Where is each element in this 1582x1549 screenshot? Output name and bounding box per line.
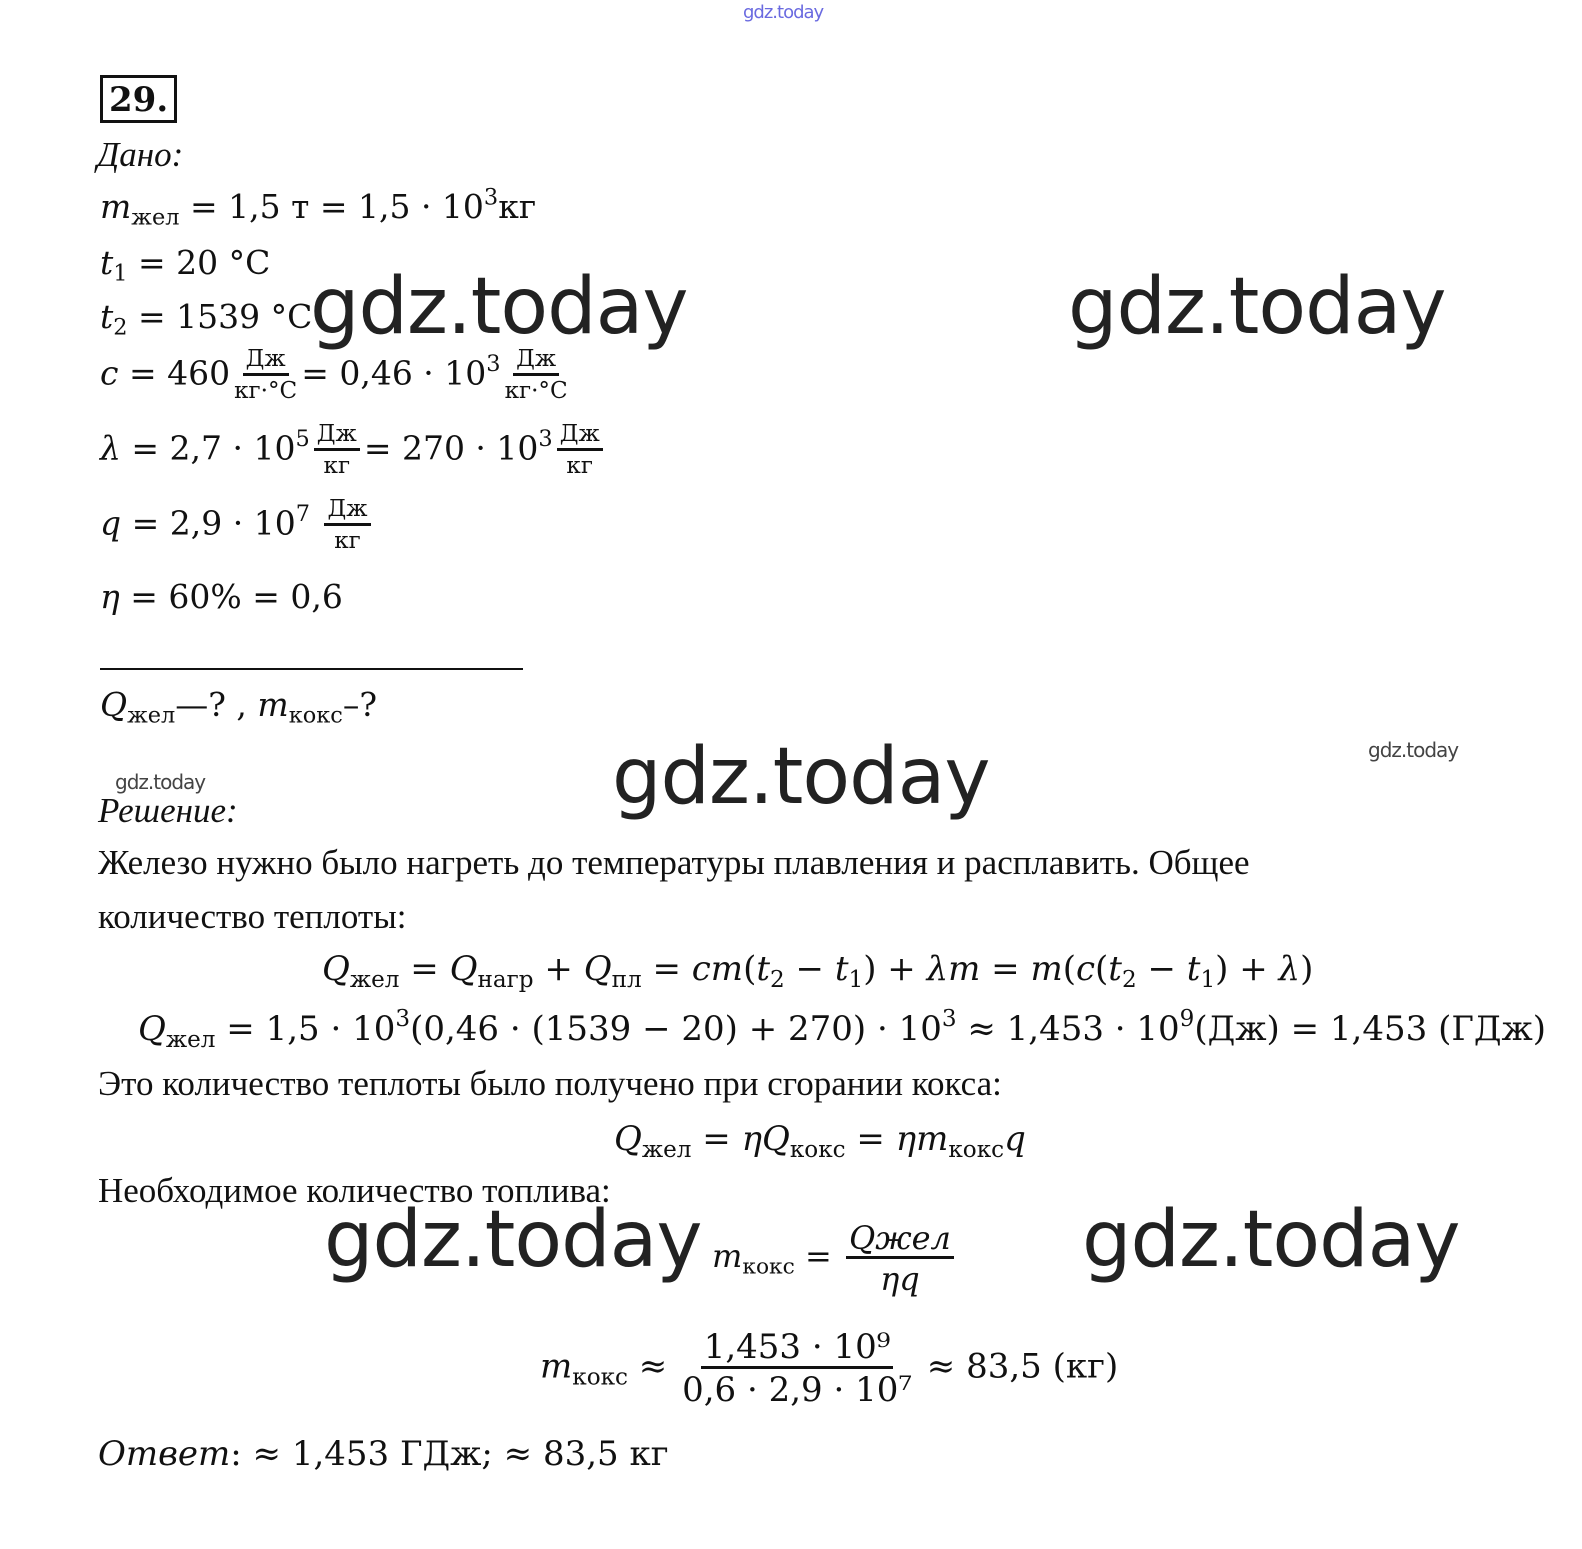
numerator: Дж (557, 423, 603, 451)
denominator: кг (566, 453, 593, 480)
math-text: = 1539 °C (127, 297, 313, 336)
math-variable: m (712, 1237, 743, 1275)
watermark: gdz.today (1368, 738, 1459, 762)
fraction (324, 498, 370, 553)
math-text: = 20 °C (127, 243, 271, 282)
given-mass (100, 184, 537, 231)
fraction (557, 423, 603, 478)
watermark: gdz.today (743, 2, 824, 23)
math-variable: c (100, 353, 119, 393)
math-variable: Q (583, 949, 612, 989)
math-text: (Дж) = 1,453 (ГДж) (1194, 1009, 1547, 1049)
math-variable: ηm (895, 1119, 949, 1159)
math-text: = (980, 949, 1031, 989)
answer (98, 1434, 669, 1474)
math-text: : ≈ 1,453 ГДж; ≈ 83,5 кг (230, 1434, 669, 1474)
math-text: = 1,5 · 10 (215, 1009, 396, 1049)
subscript: кокс (572, 1364, 628, 1391)
denominator: 0,6 · 2,9 · 10⁷ (682, 1370, 912, 1410)
math-text: = 60% = 0,6 (119, 577, 343, 616)
numerator: Qжел (846, 1222, 954, 1259)
superscript: 3 (395, 1006, 411, 1033)
math-variable: Q (322, 949, 350, 989)
math-text: ≈ (628, 1346, 679, 1387)
subscript: кокс (742, 1254, 795, 1280)
solution-heading: Решение: (98, 791, 238, 830)
superscript: 3 (486, 351, 501, 378)
watermark: gdz.today (324, 1195, 702, 1285)
math-variable: λ (100, 428, 121, 468)
divider (100, 668, 523, 670)
subscript: кокс (948, 1136, 1005, 1163)
given-t1 (100, 243, 271, 287)
subscript: 2 (770, 966, 785, 993)
watermark: gdz.today (1082, 1195, 1460, 1285)
math-variable: m (1030, 949, 1063, 989)
subscript: 1 (1200, 966, 1216, 993)
math-text: = (641, 949, 692, 989)
subscript: пл (611, 966, 642, 993)
math-text: –? (342, 685, 378, 724)
math-variable: t (100, 243, 114, 282)
math-variable: Q (614, 1119, 642, 1159)
denominator: кг·°С (504, 378, 568, 405)
math-variable: t (100, 297, 114, 336)
superscript: 5 (295, 426, 310, 453)
subscript: жел (127, 702, 176, 729)
math-text: ( (1095, 949, 1109, 989)
subscript: 2 (113, 314, 128, 341)
fraction (682, 1327, 912, 1410)
superscript: 3 (483, 184, 499, 211)
math-text: = 2,7 · 10 (120, 428, 296, 468)
solution-text: Железо нужно было нагреть до температуры плавления и расплавить. Общее (98, 843, 1250, 882)
subscript: жел (165, 1026, 216, 1053)
math-text: = (691, 1119, 742, 1159)
math-text: + (533, 949, 584, 989)
subscript: 1 (848, 966, 864, 993)
given-lambda (100, 423, 607, 478)
subscript: жел (131, 204, 180, 231)
numerator: Дж (324, 498, 370, 526)
math-text: кг (498, 187, 537, 226)
subscript: жел (349, 966, 400, 993)
math-text: ≈ 1,453 · 10 (956, 1009, 1180, 1049)
math-variable: Q (449, 949, 478, 989)
numerator: Дж (243, 348, 289, 376)
math-variable: t (834, 949, 849, 989)
math-variable: Ответ (98, 1434, 231, 1474)
math-text: = 460 (118, 353, 231, 393)
math-variable: λ (1278, 949, 1301, 989)
math-variable: ηQ (741, 1119, 790, 1159)
superscript: 9 (1179, 1006, 1195, 1033)
math-variable: c (1075, 949, 1096, 989)
subscript: нагр (477, 966, 534, 993)
math-text: = (794, 1237, 842, 1275)
math-text (310, 504, 321, 543)
superscript: 7 (295, 501, 310, 528)
subscript: жел (641, 1136, 692, 1163)
math-text: = 2,9 · 10 (121, 503, 296, 543)
math-variable: t (756, 949, 770, 989)
given-t2 (100, 297, 313, 341)
fraction (846, 1219, 954, 1298)
math-variable: q (1004, 1119, 1026, 1159)
math-text: = 270 · 10 (363, 428, 539, 468)
math-text: − (1136, 949, 1187, 989)
equation-coke-heat (614, 1119, 1026, 1163)
fraction (314, 423, 360, 478)
denominator: кг·°С (234, 378, 298, 405)
math-text: (0,46 · (1539 − 20) + 270) · 10 (410, 1009, 942, 1049)
numerator: Дж (314, 423, 360, 451)
math-variable: η (100, 577, 120, 616)
math-text: = (845, 1119, 896, 1159)
equation-heat-value (138, 1006, 1547, 1053)
subscript: кокс (288, 702, 343, 729)
math-text: ) + (863, 949, 927, 989)
watermark: gdz.today (612, 732, 990, 822)
math-variable: t (1108, 949, 1122, 989)
watermark: gdz.today (115, 770, 206, 794)
solution-text: Это количество теплоты было получено при сгорании кокса: (98, 1064, 1002, 1103)
math-variable: m (100, 187, 132, 226)
math-variable: Q (100, 685, 128, 724)
given-eta (100, 577, 343, 616)
math-text: —? , (175, 685, 258, 724)
solution-text: Необходимое количество топлива: (98, 1171, 611, 1210)
math-text: ) + (1215, 949, 1279, 989)
fraction (505, 348, 568, 403)
math-text: = 0,46 · 10 (301, 353, 487, 393)
equation-total-heat (322, 949, 1314, 993)
denominator: ηq (880, 1260, 920, 1298)
equation-coke-value (540, 1327, 1119, 1410)
math-variable: m (257, 685, 289, 724)
denominator: кг (334, 528, 361, 555)
denominator: кг (323, 453, 351, 480)
given-q (100, 498, 375, 553)
math-text: − (784, 949, 835, 989)
math-text: = 1,5 т = 1,5 · 10 (179, 187, 484, 226)
solution-text: количество теплоты: (98, 897, 407, 936)
math-text: ) (1300, 949, 1314, 989)
given-c (100, 348, 572, 403)
math-text: ( (743, 949, 757, 989)
equation-coke-mass (712, 1219, 958, 1298)
math-variable: m (540, 1346, 573, 1387)
numerator: Дж (513, 348, 559, 376)
superscript: 3 (941, 1006, 957, 1033)
watermark: gdz.today (310, 262, 688, 352)
math-text: ≈ 83,5 (кг) (916, 1346, 1119, 1387)
math-text: = (399, 949, 450, 989)
fraction (234, 348, 297, 403)
subscript: 1 (113, 260, 128, 287)
subscript: кокс (789, 1136, 846, 1163)
subscript: 2 (1121, 966, 1137, 993)
superscript: 3 (538, 426, 553, 453)
watermark: gdz.today (1068, 262, 1446, 352)
math-text: ( (1062, 949, 1076, 989)
math-variable: Q (138, 1009, 166, 1049)
math-variable: cm (691, 949, 744, 989)
math-variable: q (100, 503, 122, 543)
find-line (100, 685, 378, 729)
math-variable: t (1186, 949, 1201, 989)
problem-number: 29. (100, 75, 177, 123)
math-variable: λm (926, 949, 981, 989)
numerator: 1,453 · 10⁹ (701, 1330, 894, 1369)
given-heading: Дано: (97, 135, 184, 174)
